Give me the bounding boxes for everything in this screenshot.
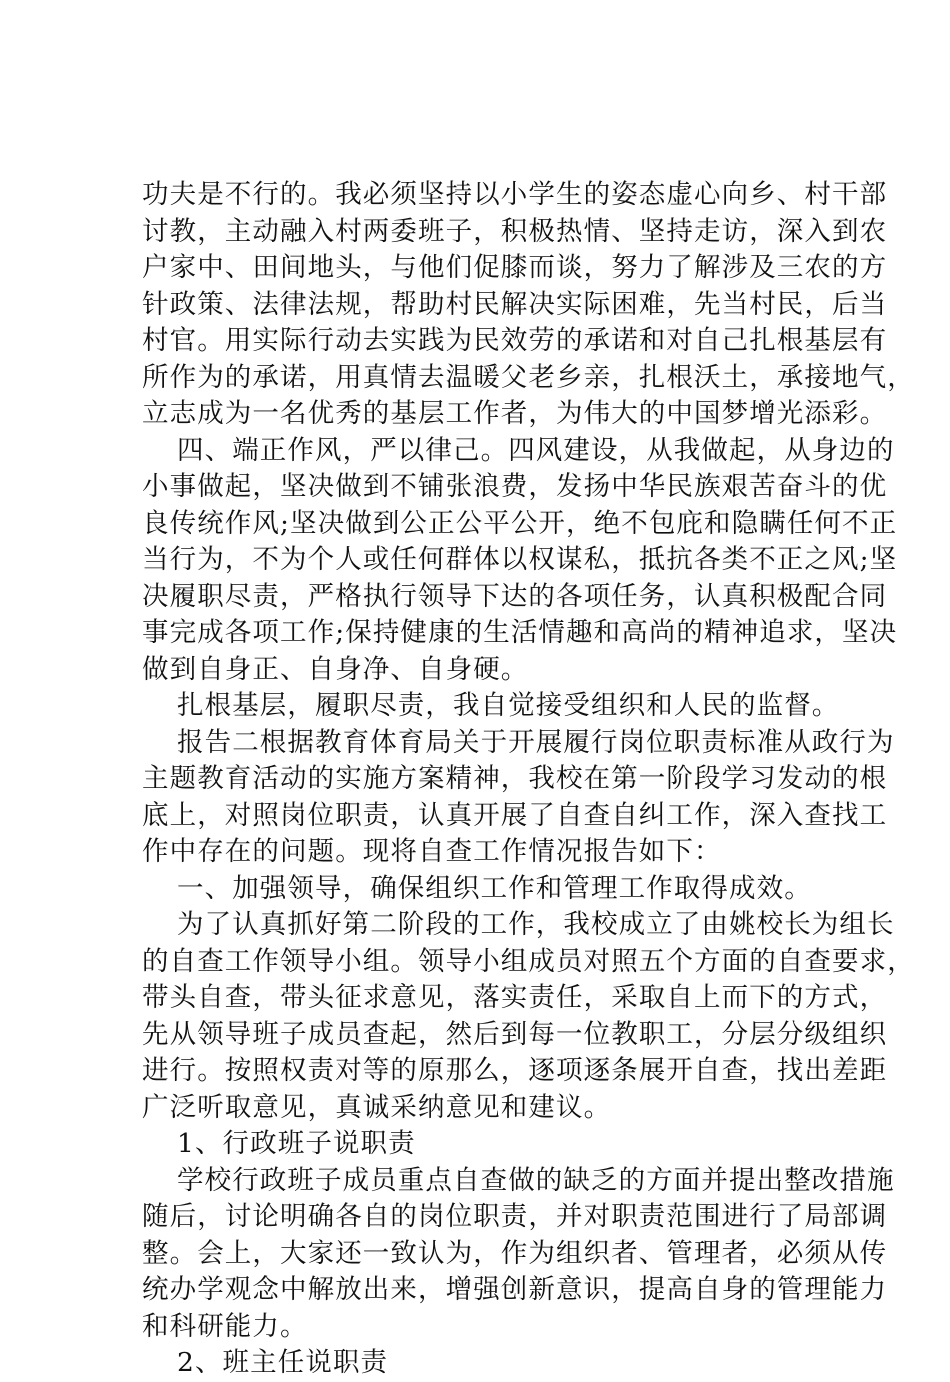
text-line: 户家中、田间地头，与他们促膝而谈，努力了解涉及三农的方 [142, 252, 888, 283]
text-line: 整。会上，大家还一致认为，作为组织者、管理者，必须从传 [142, 1237, 888, 1269]
text-line: 所作为的承诺，用真情去温暖父老乡亲，扎根沃土，承接地气， [142, 361, 915, 393]
text-line: 和科研能力。 [142, 1310, 308, 1342]
text-line: 2、班主任说职责 [177, 1347, 389, 1378]
text-line: 底上，对照岗位职责，认真开展了自查自纠工作，深入查找工 [142, 799, 888, 831]
text-line: 四、端正作风，严以律己。四风建设，从我做起，从身边的 [177, 434, 895, 466]
text-line: 进行。按照权责对等的原那么，逐项逐条展开自查，找出差距 [142, 1055, 888, 1086]
text-line: 1、行政班子说职责 [177, 1128, 416, 1159]
text-line: 决履职尽责，严格执行领导下达的各项任务，认真积极配合同 [142, 580, 888, 612]
text-line: 小事做起，坚决做到不铺张浪费，发扬中华民族艰苦奋斗的优 [142, 471, 888, 502]
text-line: 良传统作风;坚决做到公正公平公开，绝不包庇和隐瞒任何不正 [142, 507, 898, 539]
text-line: 功夫是不行的。我必须坚持以小学生的姿态虚心向乡、村干部 [142, 179, 888, 210]
text-line: 讨教，主动融入村两委班子，积极热情、坚持走访，深入到农 [142, 215, 888, 247]
text-line: 广泛听取意见，真诚采纳意见和建议。 [142, 1091, 612, 1123]
text-line: 统办学观念中解放出来，增强创新意识，提高自身的管理能力 [142, 1274, 888, 1305]
text-line: 的自查工作领导小组。领导小组成员对照五个方面的自查要求， [142, 945, 915, 977]
text-line: 学校行政班子成员重点自查做的缺乏的方面并提出整改措施 [177, 1164, 895, 1196]
text-line: 一、加强领导，确保组织工作和管理工作取得成效。 [177, 872, 812, 904]
text-line: 村官。用实际行动去实践为民效劳的承诺和对自己扎根基层有 [142, 325, 888, 356]
text-line: 随后，讨论明确各自的岗位职责，并对职责范围进行了局部调 [142, 1201, 888, 1232]
document-body [142, 177, 915, 1382]
text-line: 事完成各项工作;保持健康的生活情趣和高尚的精神追求，坚决 [142, 617, 898, 648]
text-line: 针政策、法律法规，帮助村民解决实际困难，先当村民，后当 [142, 288, 888, 320]
text-line: 立志成为一名优秀的基层工作者，为伟大的中国梦增光添彩。 [142, 398, 888, 429]
text-line: 做到自身正、自身净、自身硬。 [142, 653, 529, 685]
text-line: 带头自查，带头征求意见，落实责任，采取自上而下的方式， [142, 982, 888, 1013]
text-line: 报告二根据教育体育局关于开展履行岗位职责标准从政行为 [177, 726, 895, 758]
text-line: 为了认真抓好第二阶段的工作，我校成立了由姚校长为组长 [177, 909, 895, 940]
text-line: 作中存在的问题。现将自查工作情况报告如下： [142, 836, 722, 867]
text-line: 当行为，不为个人或任何群体以权谋私，抵抗各类不正之风;坚 [142, 544, 898, 575]
text-line: 扎根基层，履职尽责，我自觉接受组织和人民的监督。 [177, 690, 840, 721]
text-line: 主题教育活动的实施方案精神，我校在第一阶段学习发动的根 [142, 763, 888, 794]
text-line: 先从领导班子成员查起，然后到每一位教职工，分层分级组织 [142, 1018, 888, 1050]
